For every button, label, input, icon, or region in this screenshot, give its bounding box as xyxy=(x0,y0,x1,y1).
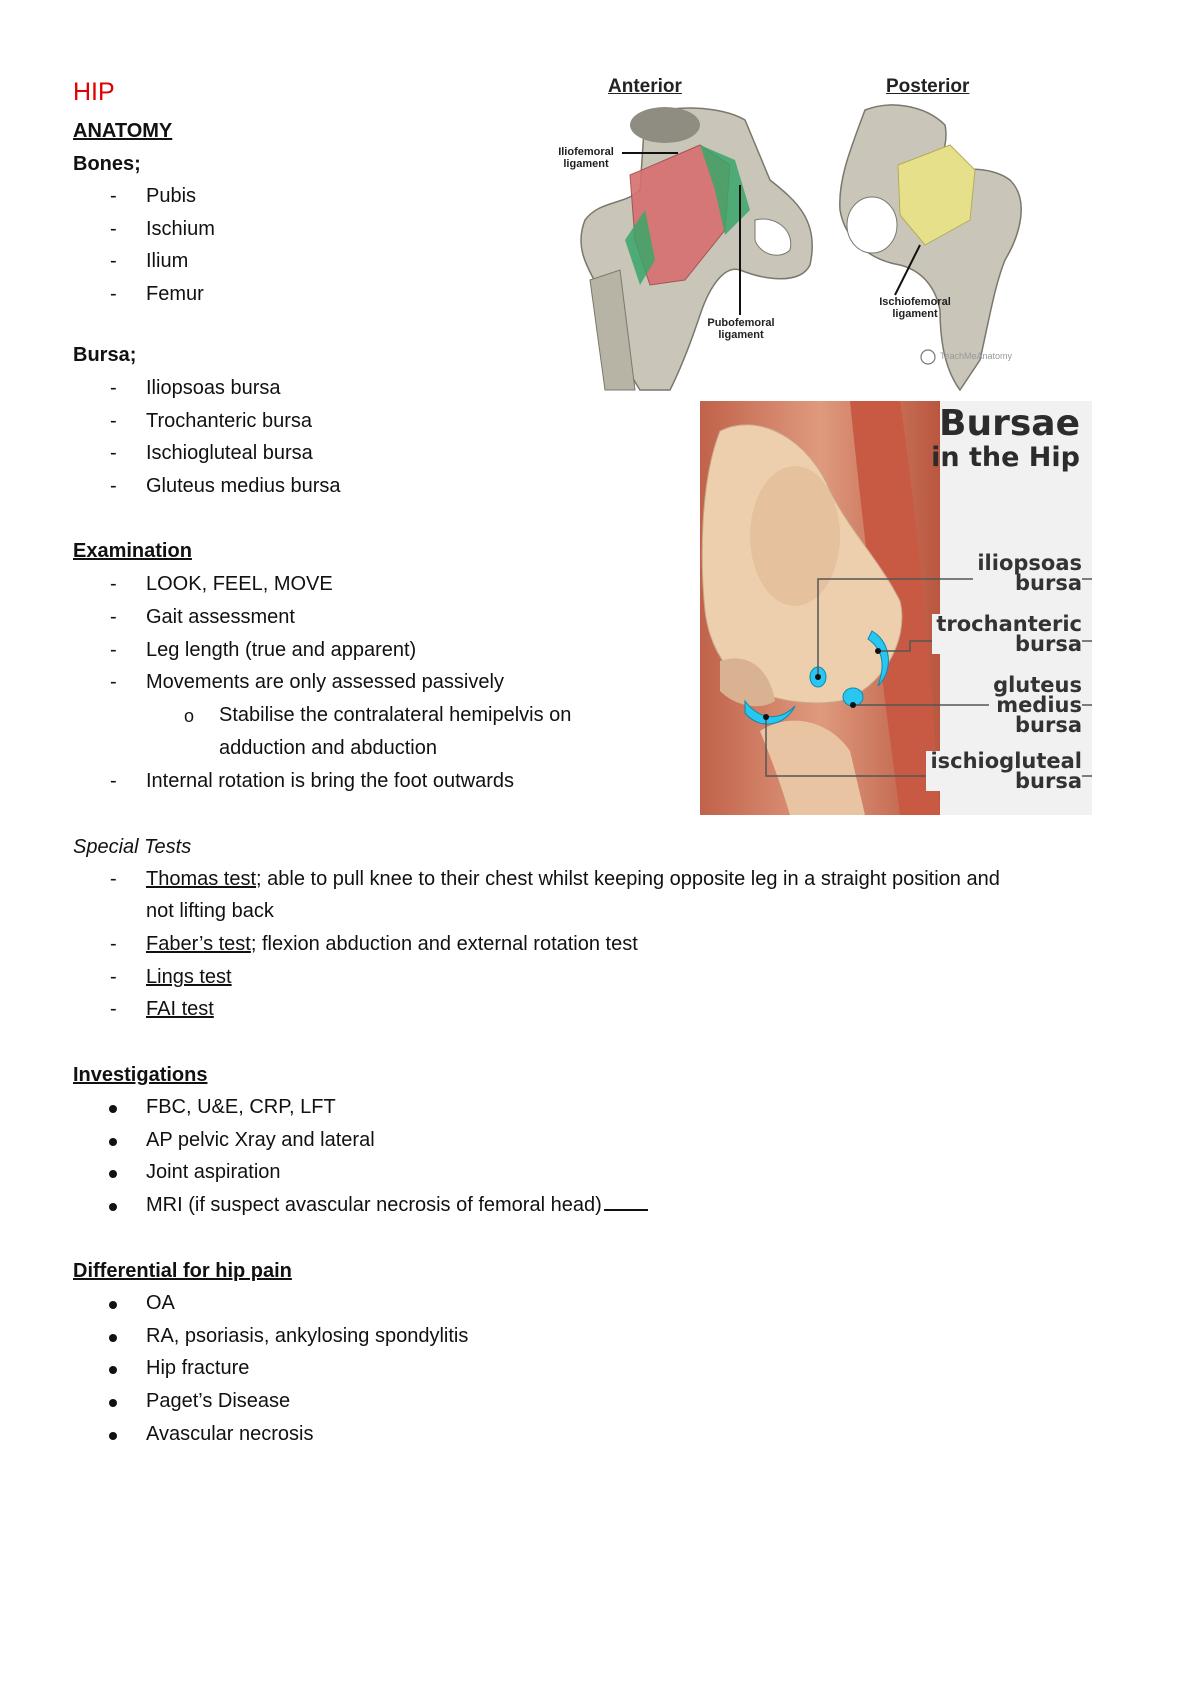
sub-bullet-marker: o xyxy=(184,706,195,726)
iliofemoral-label xyxy=(550,146,632,170)
label-line: ligament xyxy=(718,329,764,341)
gluteus-medius-bursa-label xyxy=(989,675,1082,735)
bullet-icon xyxy=(109,1170,117,1178)
list-item xyxy=(146,868,1000,891)
copyright-text: TeachMeAnatomy xyxy=(940,351,1013,361)
list-item: Hip fracture xyxy=(146,1357,250,1379)
list-dash: - xyxy=(110,933,117,955)
list-item-text: MRI (if suspect avascular necrosis of femoral head) xyxy=(146,1194,602,1216)
bursa-label: Bursa; xyxy=(73,344,137,366)
test-name: Faber’s test xyxy=(146,933,251,955)
bursae-title xyxy=(931,403,1080,475)
iliopsoas-bursa-label xyxy=(973,553,1082,593)
list-dash: - xyxy=(110,868,117,890)
test-desc: ; flexion abduction and external rotation test xyxy=(250,933,638,955)
examination-heading: Examination xyxy=(73,540,192,562)
underline-mark xyxy=(604,1209,648,1211)
sub-list-item: Stabilise the contralateral hemipelvis on xyxy=(219,704,572,726)
label-line: bursa xyxy=(1014,632,1082,656)
list-item xyxy=(146,1194,648,1217)
special-tests-heading: Special Tests xyxy=(73,836,192,858)
list-dash: - xyxy=(110,966,117,988)
label-line: ischiogluteal xyxy=(930,749,1082,773)
ischiofemoral-label xyxy=(865,296,965,320)
bullet-icon xyxy=(109,1399,117,1407)
list-item: Paget’s Disease xyxy=(146,1390,291,1412)
label-line: iliopsoas xyxy=(977,551,1082,575)
list-dash: - xyxy=(110,185,117,207)
differential-heading: Differential for hip pain xyxy=(73,1260,292,1282)
list-dash: - xyxy=(110,250,117,272)
bullet-icon xyxy=(109,1301,117,1309)
list-dash: - xyxy=(110,639,117,661)
label-line: Ischiofemoral xyxy=(879,296,951,308)
list-dash: - xyxy=(110,671,117,693)
list-item: Ischium xyxy=(146,218,215,240)
label-line: trochanteric xyxy=(936,612,1082,636)
label-line: Pubofemoral xyxy=(707,317,775,329)
test-desc: ; able to pull knee to their chest whilst keeping opposite leg in a straight position and xyxy=(256,868,1000,890)
bullet-icon xyxy=(109,1334,117,1342)
test-name: Lings test xyxy=(146,966,232,988)
list-dash: - xyxy=(110,606,117,628)
list-item: LOOK, FEEL, MOVE xyxy=(146,573,333,595)
list-item: Ilium xyxy=(146,250,189,272)
anatomy-heading: ANATOMY xyxy=(73,120,173,142)
ischiogluteal-bursa-label xyxy=(926,751,1082,791)
sub-list-item-cont: adduction and abduction xyxy=(219,737,437,759)
list-item: Iliopsoas bursa xyxy=(146,377,281,399)
bullet-icon xyxy=(109,1432,117,1440)
list-dash: - xyxy=(110,770,117,792)
ligaments-illustration xyxy=(550,70,1110,400)
list-item: OA xyxy=(146,1292,175,1314)
list-item: Gait assessment xyxy=(146,606,295,628)
list-item: Movements are only assessed passively xyxy=(146,671,504,693)
list-dash: - xyxy=(110,283,117,305)
anterior-label: Anterior xyxy=(608,76,682,97)
page-title: HIP xyxy=(73,78,115,106)
list-item: Joint aspiration xyxy=(146,1161,281,1183)
list-dash: - xyxy=(110,377,117,399)
list-item: Gluteus medius bursa xyxy=(146,475,341,497)
hip-ligaments-figure xyxy=(550,70,1110,400)
bullet-icon xyxy=(109,1105,117,1113)
label-line: gluteus xyxy=(993,673,1082,697)
label-line: ligament xyxy=(892,308,938,320)
label-line: medius xyxy=(996,693,1082,717)
test-name: Thomas test xyxy=(146,868,257,890)
bullet-icon xyxy=(109,1203,117,1211)
bones-label: Bones; xyxy=(73,153,141,175)
title-line: in the Hip xyxy=(931,442,1080,473)
test-name: FAI test xyxy=(146,998,214,1020)
hip-bursae-figure xyxy=(700,401,1092,815)
label-line: bursa xyxy=(1014,713,1082,737)
trochanteric-bursa-label xyxy=(932,614,1082,654)
list-dash: - xyxy=(110,442,117,464)
list-item: Femur xyxy=(146,283,204,305)
label-line: bursa xyxy=(1014,769,1082,793)
list-item: Leg length (true and apparent) xyxy=(146,639,417,661)
title-line: Bursae xyxy=(939,403,1080,444)
list-dash: - xyxy=(110,573,117,595)
list-item: AP pelvic Xray and lateral xyxy=(146,1129,375,1151)
investigations-heading: Investigations xyxy=(73,1064,208,1086)
bullet-icon xyxy=(109,1138,117,1146)
list-item: Trochanteric bursa xyxy=(146,410,312,432)
list-item: Ischiogluteal bursa xyxy=(146,442,313,464)
list-item xyxy=(146,933,638,956)
list-dash: - xyxy=(110,475,117,497)
posterior-label: Posterior xyxy=(886,76,970,97)
list-item: RA, psoriasis, ankylosing spondylitis xyxy=(146,1325,469,1347)
pubofemoral-label xyxy=(695,317,787,341)
list-item: Pubis xyxy=(146,185,197,207)
list-item-cont: not lifting back xyxy=(146,900,274,922)
label-line: Iliofemoral xyxy=(558,146,614,158)
list-dash: - xyxy=(110,218,117,240)
bullet-icon xyxy=(109,1366,117,1374)
list-item: Avascular necrosis xyxy=(146,1423,314,1445)
label-line: bursa xyxy=(1014,571,1082,595)
list-dash: - xyxy=(110,410,117,432)
list-item: FBC, U&E, CRP, LFT xyxy=(146,1096,336,1118)
list-item: Internal rotation is bring the foot outwards xyxy=(146,770,514,792)
list-dash: - xyxy=(110,998,117,1020)
label-line: ligament xyxy=(563,158,609,170)
